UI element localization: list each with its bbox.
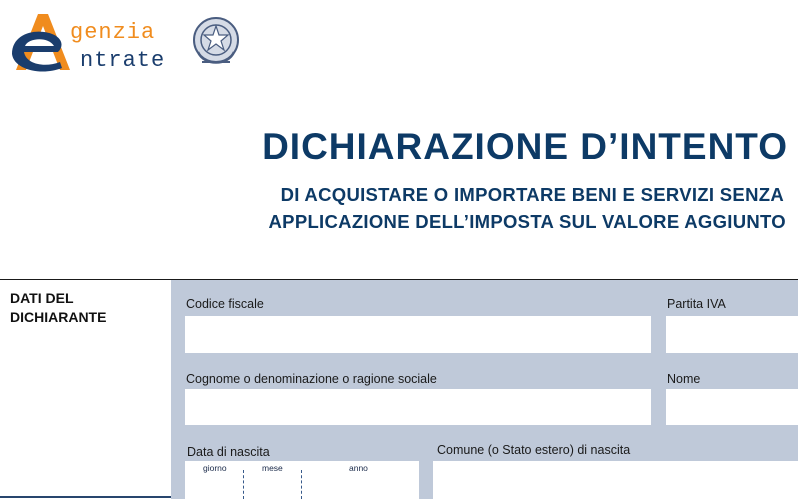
- logo-line1-text: genzia: [70, 20, 156, 45]
- section-label: [10, 289, 106, 327]
- codice-fiscale-label: Codice fiscale: [186, 297, 264, 311]
- partita-iva-label: Partita IVA: [667, 297, 726, 311]
- date-separator-day: [243, 470, 244, 499]
- partita-iva-field[interactable]: [666, 316, 798, 353]
- document-title: DICHIARAZIONE D’INTENTO: [262, 126, 788, 167]
- mese-label: mese: [262, 463, 283, 473]
- comune-nascita-field[interactable]: [433, 461, 798, 499]
- cognome-field[interactable]: [185, 389, 651, 425]
- nome-label: Nome: [667, 372, 701, 386]
- section-bottom-rule: [0, 496, 171, 498]
- document-subtitle-line2: APPLICAZIONE DELL’IMPOSTA SUL VALORE AGGIUNTO: [268, 211, 786, 232]
- date-separator-month: [301, 470, 302, 499]
- nome-field[interactable]: [666, 389, 798, 425]
- cognome-label: Cognome o denominazione o ragione sociale: [186, 372, 437, 386]
- logo-line2: [80, 48, 165, 73]
- logo-line1: [70, 20, 155, 45]
- giorno-label: giorno: [203, 463, 227, 473]
- data-nascita-label: Data di nascita: [187, 445, 270, 459]
- agenzia-entrate-logo-mark-icon: [8, 10, 78, 74]
- agenzia-entrate-logo: [8, 10, 248, 78]
- codice-fiscale-field[interactable]: [185, 316, 651, 353]
- anno-label: anno: [349, 463, 368, 473]
- document-subtitle-line1: DI ACQUISTARE O IMPORTARE BENI E SERVIZI SENZA: [280, 184, 784, 205]
- comune-nascita-label: Comune (o Stato estero) di nascita: [437, 443, 631, 457]
- italian-republic-emblem-icon: [190, 12, 242, 72]
- section-label-line1: DATI DEL: [10, 290, 74, 306]
- section-label-line2: DICHIARANTE: [10, 309, 107, 325]
- logo-line2-text: ntrate: [80, 48, 166, 73]
